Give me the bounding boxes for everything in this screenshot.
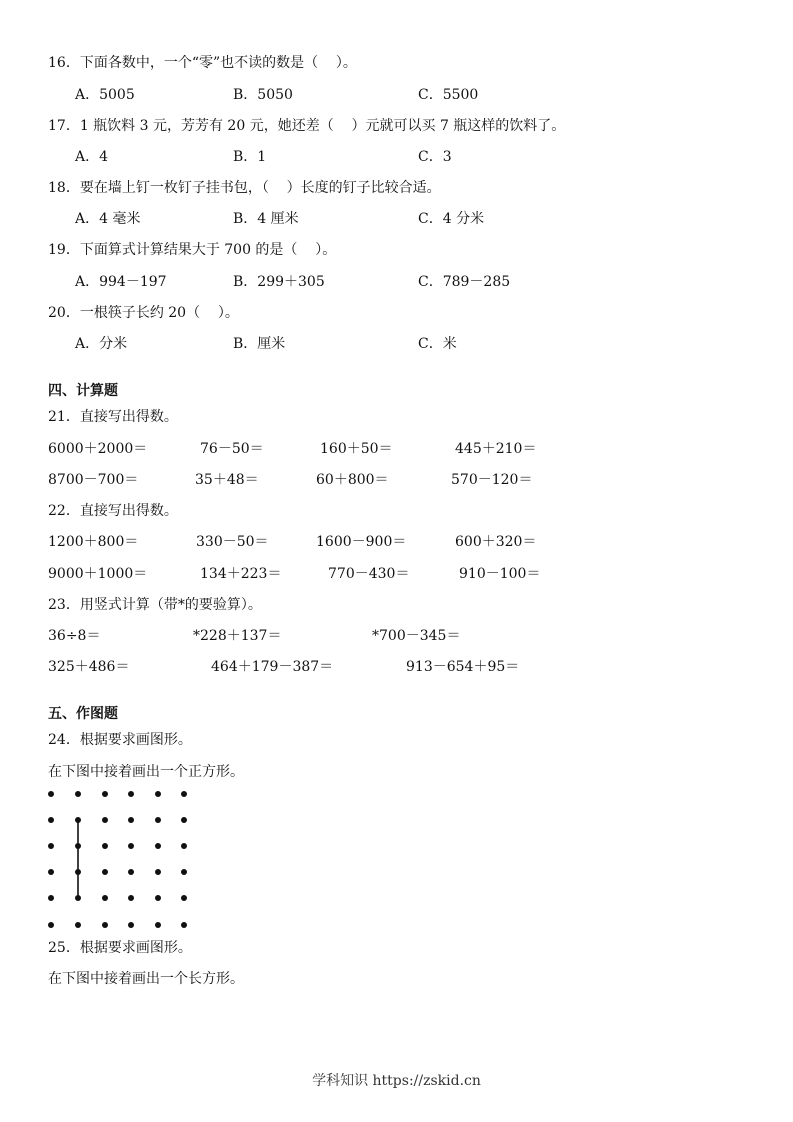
grid-dot (48, 895, 54, 901)
grid-dot (102, 843, 108, 849)
grid-dot (155, 843, 161, 849)
question-18-option-c: C．4 分米 (418, 211, 485, 227)
grid-dot (102, 791, 108, 797)
q21-item: 6000＋2000＝ (48, 441, 148, 457)
q23-item: 464＋179－387＝ (211, 659, 334, 675)
q23-item: 913－654＋95＝ (406, 659, 520, 675)
grid-dot (181, 922, 187, 928)
q23-item: *228＋137＝ (193, 628, 282, 644)
grid-dot (181, 895, 187, 901)
grid-dot (155, 791, 161, 797)
q22-item: 9000＋1000＝ (48, 566, 148, 582)
grid-dot (75, 922, 81, 928)
question-25-instruction: 在下图中接着画出一个长方形。 (48, 971, 244, 987)
q22-item: 910－100＝ (459, 566, 541, 582)
question-18-option-a: A．4 毫米 (75, 211, 141, 227)
grid-dot (181, 817, 187, 823)
q21-item: 76－50＝ (200, 441, 264, 457)
q22-item: 600＋320＝ (455, 534, 537, 550)
question-21-stem: 21．直接写出得数。 (48, 409, 178, 425)
grid-dot (155, 869, 161, 875)
question-19-option-a: A．994－197 (75, 274, 167, 290)
grid-dot (48, 791, 54, 797)
grid-dot (128, 869, 134, 875)
grid-dot (128, 843, 134, 849)
question-16-option-b: B．5050 (233, 87, 293, 103)
question-19-stem: 19．下面算式计算结果大于 700 的是（ ）。 (48, 242, 337, 258)
q23-item: *700－345＝ (372, 628, 461, 644)
question-22-stem: 22．直接写出得数。 (48, 503, 178, 519)
q22-item: 330－50＝ (196, 534, 269, 550)
grid-dot (128, 895, 134, 901)
q22-item: 770－430＝ (328, 566, 410, 582)
q22-item: 1600－900＝ (316, 534, 407, 550)
q21-item: 445＋210＝ (455, 441, 537, 457)
grid-dot (48, 922, 54, 928)
question-18-option-b: B．4 厘米 (233, 211, 299, 227)
question-23-stem: 23．用竖式计算（带*的要验算）。 (48, 597, 262, 613)
question-20-option-b: B．厘米 (233, 336, 286, 352)
section-5-heading: 五、作图题 (48, 706, 118, 722)
q21-item: 160＋50＝ (320, 441, 393, 457)
question-17-option-a: A．4 (75, 149, 109, 165)
question-24-instruction: 在下图中接着画出一个正方形。 (48, 764, 244, 780)
question-20-stem: 20．一根筷子长约 20（ ）。 (48, 305, 239, 321)
question-17-stem: 17．1 瓶饮料 3 元，芳芳有 20 元，她还差（ ）元就可以买 7 瓶这样的饮料了。 (48, 118, 566, 134)
question-17-option-c: C．3 (418, 149, 452, 165)
section-4-heading: 四、计算题 (48, 383, 118, 399)
grid-dot (128, 791, 134, 797)
question-20-option-a: A．分米 (75, 336, 128, 352)
q21-item: 570－120＝ (451, 472, 533, 488)
question-24-stem: 24．根据要求画图形。 (48, 732, 192, 748)
q22-item: 134＋223＝ (200, 566, 282, 582)
grid-dot (181, 843, 187, 849)
question-19-option-b: B．299＋305 (233, 274, 325, 290)
grid-dot (75, 791, 81, 797)
grid-dot (48, 869, 54, 875)
dot-grid-points (48, 791, 187, 928)
grid-dot (128, 817, 134, 823)
q21-item: 35＋48＝ (195, 472, 259, 488)
grid-dot (155, 922, 161, 928)
page-footer: 学科知识 https://zskid.cn (312, 1073, 481, 1089)
question-16-option-c: C．5500 (418, 87, 479, 103)
q23-item: 325＋486＝ (48, 659, 130, 675)
question-19-option-c: C．789－285 (418, 274, 511, 290)
grid-dot (102, 922, 108, 928)
question-17-option-b: B．1 (233, 149, 267, 165)
grid-dot (48, 817, 54, 823)
question-16-option-a: A．5005 (75, 87, 135, 103)
grid-dot (102, 869, 108, 875)
grid-dot (181, 869, 187, 875)
question-20-option-c: C．米 (418, 336, 457, 352)
question-18-stem: 18．要在墙上钉一枚钉子挂书包，（ ）长度的钉子比较合适。 (48, 180, 441, 196)
q22-item: 1200＋800＝ (48, 534, 139, 550)
grid-dot (155, 817, 161, 823)
grid-dot (155, 895, 161, 901)
q23-item: 36÷8＝ (48, 628, 101, 644)
grid-dot (102, 895, 108, 901)
grid-dot (102, 817, 108, 823)
grid-dot (48, 843, 54, 849)
grid-dot (181, 791, 187, 797)
question-25-stem: 25．根据要求画图形。 (48, 940, 192, 956)
q21-item: 60＋800＝ (316, 472, 389, 488)
q21-item: 8700－700＝ (48, 472, 139, 488)
grid-dot (128, 922, 134, 928)
question-16-stem: 16．下面各数中，一个“零”也不读的数是（ ）。 (48, 55, 357, 71)
